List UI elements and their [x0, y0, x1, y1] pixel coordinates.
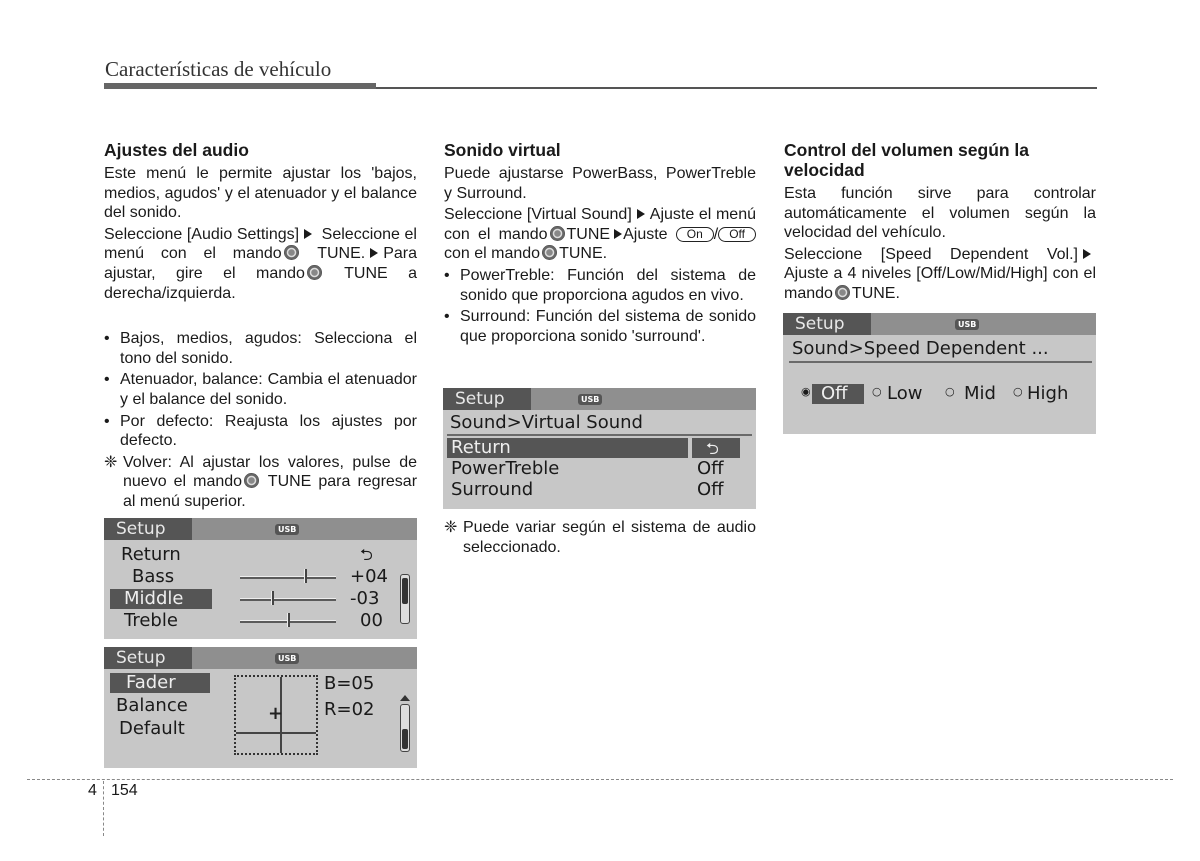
off-button-icon: Off	[718, 227, 756, 242]
eq-label-bass: Bass	[132, 566, 175, 587]
footer-rule	[27, 779, 1173, 780]
option-off: Off	[821, 383, 848, 404]
menu-item-return: Return	[121, 544, 181, 565]
column-audio-settings	[104, 140, 417, 514]
menu-item-balance: Balance	[116, 695, 188, 716]
middle-slider-thumb	[271, 591, 274, 605]
bullet-list	[104, 329, 417, 451]
scrollbar	[400, 574, 410, 624]
arrow-icon	[1083, 249, 1091, 259]
scroll-up-icon	[400, 695, 410, 701]
note-mark-icon: ❈	[444, 519, 458, 536]
usb-badge: USB	[275, 524, 299, 535]
return-icon: ⮌	[706, 439, 719, 458]
fader-position-icon: +	[268, 703, 284, 724]
powertreble-value: Off	[697, 458, 724, 479]
radio-dot-high-icon: ○	[1013, 385, 1023, 398]
usb-badge: USB	[275, 653, 299, 664]
bass-slider-thumb	[304, 569, 307, 583]
menu-item-return: Return	[451, 437, 511, 458]
paragraph: Esta función sirve para controlar automáticamente el volumen según la velocidad del vehículo.	[784, 185, 1096, 242]
menu-item-surround: Surround	[451, 479, 534, 500]
menu-item-default: Default	[119, 718, 185, 739]
middle-slider	[240, 598, 336, 601]
chapter-number: 4	[88, 782, 97, 799]
option-mid: Mid	[964, 383, 996, 404]
tune-knob-icon	[550, 226, 565, 241]
usb-badge: USB	[578, 394, 602, 405]
eq-value-middle: -03	[350, 588, 380, 609]
radio-dot-low-icon: ○	[872, 385, 882, 398]
list-item: • PowerTreble: Función del sistema de sonido que proporciona agudos en vivo.	[444, 266, 756, 305]
path-underline	[789, 361, 1092, 363]
tune-knob-icon	[244, 473, 259, 488]
surround-value: Off	[697, 479, 724, 500]
arrow-icon	[637, 209, 645, 219]
menu-path: Sound>Speed Dependent ...	[792, 338, 1049, 359]
tune-knob-icon	[835, 285, 850, 300]
list-item: • Por defecto: Reajusta los ajustes por defecto.	[104, 412, 417, 451]
footer-divider	[103, 781, 104, 836]
eq-value-bass: +04	[350, 566, 388, 587]
scrollbar	[400, 704, 410, 752]
paragraph: Este menú le permite ajustar los 'bajos, medios, agudos' y el atenuador y el balance del sonido.	[104, 165, 417, 222]
tune-knob-icon	[307, 265, 322, 280]
tune-knob-icon	[542, 245, 557, 260]
column-speed-volume	[784, 140, 1096, 306]
fader-grid	[234, 675, 318, 755]
screen-fader-balance	[104, 647, 417, 768]
radio-dot-mid-icon: ○	[945, 385, 955, 398]
path-underline	[447, 434, 752, 436]
balance-value: R=02	[324, 699, 375, 720]
column-virtual-sound-note	[444, 518, 756, 559]
menu-item-fader: Fader	[126, 672, 176, 693]
usb-badge: USB	[955, 319, 979, 330]
paragraph: Puede ajustarse PowerBass, PowerTreble y Surround.	[444, 165, 756, 202]
screen-title: Setup	[783, 313, 871, 335]
radio-dot-off-icon: ◉	[801, 385, 811, 398]
note: ❈ Volver: Al ajustar los valores, pulse de nuevo el mando TUNE para regresar al menú superior.	[104, 453, 418, 510]
eq-label-treble: Treble	[124, 610, 178, 631]
menu-item-powertreble: PowerTreble	[451, 458, 560, 479]
instruction-paragraph: Seleccione [Speed Dependent Vol.] Ajuste a 4 niveles [Off/Low/Mid/High] con el mando TUNE.	[784, 245, 1096, 302]
option-low: Low	[887, 383, 923, 404]
note: ❈ Puede variar según el sistema de audio seleccionado.	[444, 519, 756, 556]
bass-slider	[240, 576, 336, 579]
section-heading: Control del volumen según la velocidad	[784, 140, 1030, 180]
list-item: • Surround: Función del sistema de sonido que proporciona sonido 'surround'.	[444, 307, 756, 346]
instruction-paragraph: Seleccione [Audio Settings] Seleccione el menú con el mando TUNE. Para ajustar, gire el mando TUNE a derecha/izquierda.	[104, 225, 418, 302]
screen-virtual-sound	[443, 388, 756, 509]
section-heading: Sonido virtual	[444, 140, 561, 160]
section-heading: Ajustes del audio	[104, 140, 249, 160]
on-button-icon: On	[676, 227, 714, 242]
menu-path: Sound>Virtual Sound	[450, 412, 643, 433]
arrow-icon	[370, 248, 378, 258]
return-icon: ⮌	[360, 545, 373, 564]
page-header-title: Características de vehículo	[105, 57, 332, 81]
fader-value: B=05	[324, 673, 375, 694]
arrow-icon	[614, 229, 622, 239]
eq-value-treble: 00	[360, 610, 383, 631]
option-high: High	[1027, 383, 1069, 404]
arrow-icon	[304, 229, 312, 239]
screen-speed-dependent	[783, 313, 1096, 434]
screen-title: Setup	[104, 647, 192, 669]
column-virtual-sound	[444, 140, 756, 348]
treble-slider-thumb	[287, 613, 290, 627]
header-accent-bar	[104, 83, 376, 89]
screen-audio-settings	[104, 518, 417, 639]
list-item: • Bajos, medios, agudos: Selecciona el tono del sonido.	[104, 329, 417, 368]
eq-label-middle: Middle	[124, 588, 184, 609]
list-item: • Atenuador, balance: Cambia el atenuador y el balance del sonido.	[104, 370, 417, 409]
bullet-list	[444, 266, 756, 346]
page-number: 154	[111, 782, 138, 799]
note-mark-icon: ❈	[104, 453, 118, 471]
tune-knob-icon	[284, 245, 299, 260]
instruction-paragraph: Seleccione [Virtual Sound] Ajuste el menú con el mando TUNE Ajuste On / Off con el mando TUNE.	[444, 206, 756, 263]
screen-title: Setup	[443, 388, 531, 410]
screen-title: Setup	[104, 518, 192, 540]
